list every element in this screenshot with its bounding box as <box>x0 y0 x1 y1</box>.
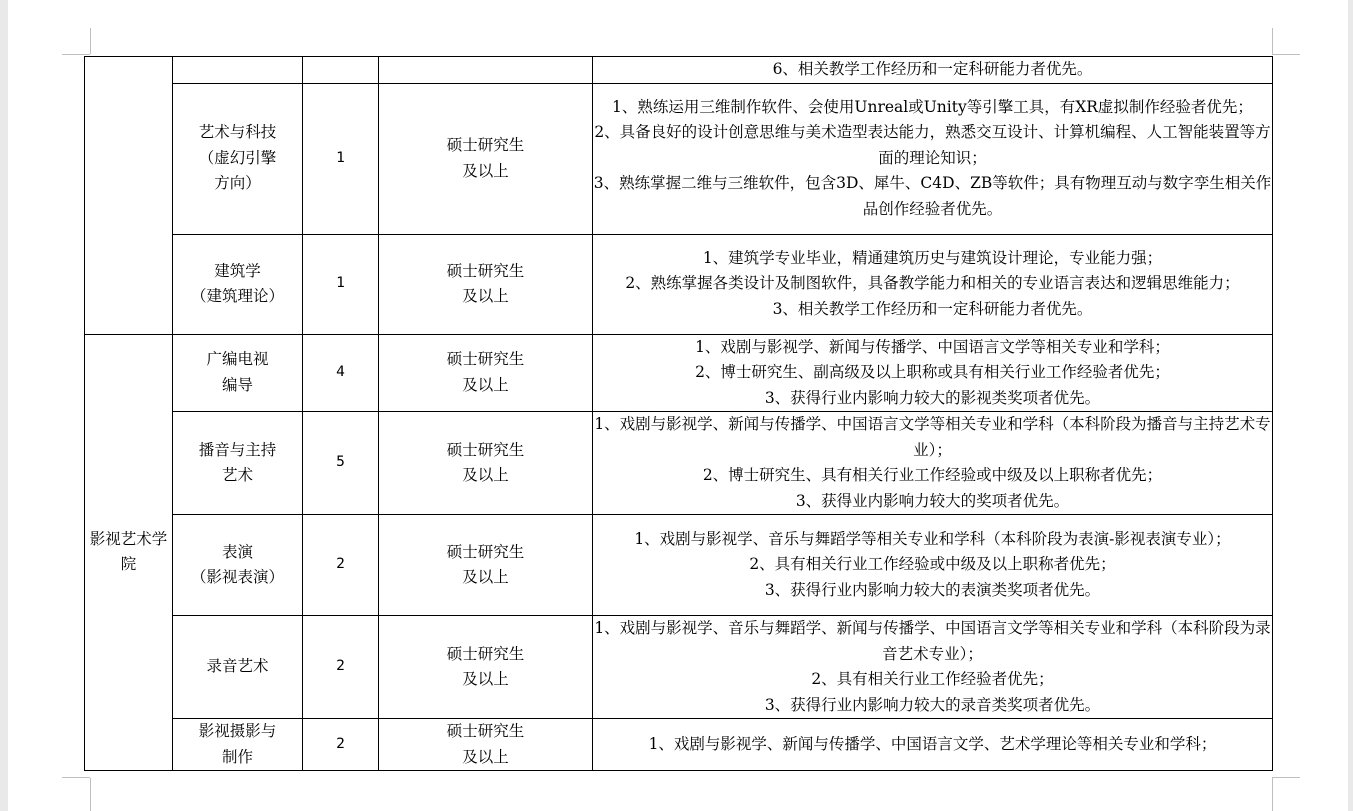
major-cell <box>173 719 303 771</box>
requirement-item: 1、戏剧与影视学、音乐与舞蹈学等相关专业和学科（本科阶段为表演-影视表演专业）； <box>634 529 1231 548</box>
count-cell: 1 <box>303 83 379 234</box>
degree-cell <box>379 719 593 771</box>
degree-cell <box>379 334 593 412</box>
requirement-item: 3、熟练掌握二维与三维软件，包含3D、犀牛、C4D、ZB等软件；具有物理互动与数字孪生相关作品创作经验者优先。 <box>593 174 1272 218</box>
degree-line: 及以上 <box>462 287 509 305</box>
table-row <box>85 57 1273 84</box>
crop-mark <box>1272 28 1273 54</box>
recruitment-table <box>84 56 1273 771</box>
requirements-cell <box>593 83 1273 234</box>
degree-cell <box>379 83 593 234</box>
major-cell <box>173 234 303 334</box>
requirements-cell <box>593 412 1273 515</box>
major-line: （虚幻引擎 <box>198 148 277 167</box>
major-line: 制作 <box>221 747 253 766</box>
degree-cell <box>379 234 593 334</box>
degree-line: 及以上 <box>462 670 509 688</box>
degree-cell <box>379 57 593 84</box>
major-line: 艺术与科技 <box>198 123 277 142</box>
major-line: （影视表演） <box>190 568 284 586</box>
requirement-item: 3、获得业内影响力较大的奖项者优先。 <box>795 491 1070 510</box>
count-cell: 2 <box>303 515 379 616</box>
degree-line: 及以上 <box>462 568 509 586</box>
requirements-cell <box>593 719 1273 771</box>
requirement-item: 2、具有相关行业工作经验者优先； <box>811 670 1054 688</box>
count-cell: 1 <box>303 234 379 334</box>
major-cell <box>173 412 303 515</box>
degree-line: 硕士研究生 <box>446 722 525 740</box>
table-row <box>85 515 1273 616</box>
degree-line: 及以上 <box>462 466 509 484</box>
crop-mark <box>1272 54 1300 55</box>
requirement-item: 1、建筑学专业毕业，精通建筑历史与建筑设计理论，专业能力强； <box>702 248 1163 267</box>
requirement-item: 1、戏剧与影视学、新闻与传播学、中国语言文学等相关专业和学科； <box>695 337 1170 356</box>
requirement-item: 1、熟练运用三维制作软件、会使用Unreal或Unity等引擎工具，有XR虚拟制作经验者优先； <box>612 97 1253 116</box>
crop-mark <box>1272 778 1273 811</box>
major-line: 表演 <box>221 542 253 561</box>
college-cell: 影视艺术学院 <box>85 334 173 771</box>
degree-line: 硕士研究生 <box>446 644 525 663</box>
requirement-item: 3、获得行业内影响力较大的影视类奖项者优先。 <box>764 388 1101 407</box>
table-row <box>85 616 1273 719</box>
count-cell: 2 <box>303 616 379 719</box>
degree-line: 及以上 <box>462 747 509 766</box>
crop-mark <box>90 28 91 54</box>
count-cell: 2 <box>303 719 379 771</box>
degree-line: 硕士研究生 <box>446 136 525 154</box>
major-line: 影视摄影与 <box>198 722 277 740</box>
major-line: 编导 <box>221 375 253 394</box>
crop-mark <box>1272 777 1300 778</box>
major-cell <box>173 515 303 616</box>
count-cell: 4 <box>303 334 379 412</box>
table-row <box>85 412 1273 515</box>
requirement-item: 3、获得行业内影响力较大的表演类奖项者优先。 <box>764 580 1101 599</box>
degree-cell <box>379 515 593 616</box>
requirement-item: 1、戏剧与影视学、音乐与舞蹈学、新闻与传播学、中国语言文学等相关专业和学科（本科阶段为录音艺术专业）； <box>594 619 1271 663</box>
college-cell <box>85 57 173 335</box>
major-cell <box>173 83 303 234</box>
degree-line: 硕士研究生 <box>446 261 525 280</box>
major-line: 艺术 <box>221 466 253 484</box>
degree-line: 硕士研究生 <box>446 350 525 369</box>
requirements-cell <box>593 515 1273 616</box>
major-line: （建筑理论） <box>190 287 284 305</box>
crop-mark <box>62 54 90 55</box>
requirements-cell <box>593 616 1273 719</box>
major-cell <box>173 616 303 719</box>
major-line: 录音艺术 <box>206 657 269 676</box>
table-row <box>85 83 1273 234</box>
requirement-item: 1、戏剧与影视学、新闻与传播学、中国语言文学、艺术学理论等相关专业和学科； <box>648 734 1217 753</box>
requirement-item: 2、具有相关行业工作经验或中级及以上职称者优先； <box>749 555 1116 574</box>
major-line: 播音与主持 <box>198 440 277 459</box>
major-line: 方向） <box>214 174 261 193</box>
requirement-item: 2、博士研究生、具有相关行业工作经验或中级及以上职称者优先； <box>702 466 1163 484</box>
degree-line: 硕士研究生 <box>446 440 525 459</box>
requirement-item: 3、相关教学工作经历和一定科研能力者优先。 <box>772 299 1093 318</box>
table-row <box>85 719 1273 771</box>
requirement-item: 2、具备良好的设计创意思维与美术造型表达能力，熟悉交互设计、计算机编程、人工智能装置等方面的理论知识； <box>594 123 1271 167</box>
degree-line: 及以上 <box>462 375 509 394</box>
crop-mark <box>62 777 90 778</box>
table-row <box>85 234 1273 334</box>
degree-cell <box>379 616 593 719</box>
requirement-item: 1、戏剧与影视学、新闻与传播学、中国语言文学等相关专业和学科（本科阶段为播音与主持艺术专业）； <box>594 415 1271 459</box>
count-cell: 5 <box>303 412 379 515</box>
major-line: 广编电视 <box>206 350 269 369</box>
degree-line: 硕士研究生 <box>446 542 525 561</box>
requirement-item: 6、相关教学工作经历和一定科研能力者优先。 <box>772 60 1093 78</box>
requirement-item: 2、熟练掌握各类设计及制图软件，具备教学能力和相关的专业语言表达和逻辑思维能力； <box>625 274 1240 293</box>
table-row <box>85 334 1273 412</box>
major-cell <box>173 57 303 84</box>
requirements-cell <box>593 57 1273 84</box>
requirements-cell <box>593 234 1273 334</box>
count-cell <box>303 57 379 84</box>
major-line: 建筑学 <box>214 261 261 280</box>
degree-cell <box>379 412 593 515</box>
major-cell <box>173 334 303 412</box>
requirement-item: 2、博士研究生、副高级及以上职称或具有相关行业工作经验者优先； <box>695 363 1170 381</box>
requirements-cell <box>593 334 1273 412</box>
crop-mark <box>90 778 91 811</box>
degree-line: 及以上 <box>462 161 509 180</box>
requirement-item: 3、获得行业内影响力较大的录音类奖项者优先。 <box>764 695 1101 714</box>
